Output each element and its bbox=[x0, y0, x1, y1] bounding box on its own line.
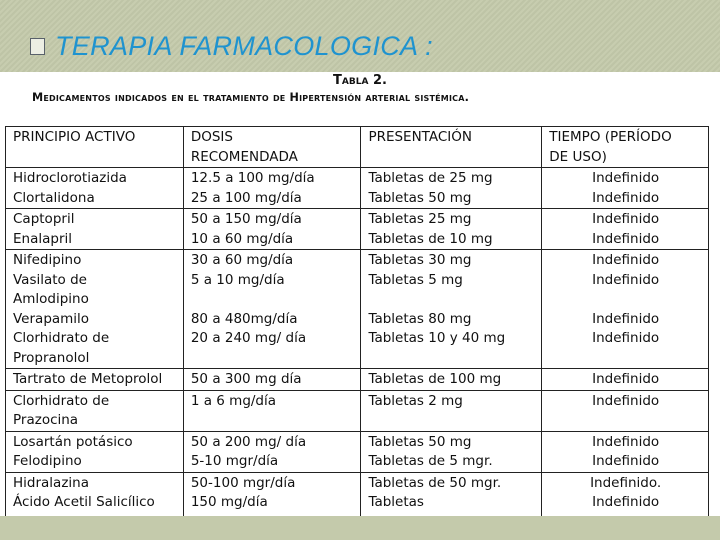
presentacion-line: Tabletas 80 mg bbox=[368, 310, 472, 327]
tiempo-line: Indefinido bbox=[592, 494, 660, 510]
presentacion-line: Tabletas de 25 mg bbox=[368, 170, 493, 186]
cell-tiempo bbox=[542, 431, 709, 472]
principio-line: Clorhidrato de bbox=[13, 330, 110, 346]
tiempo-line: Indefinido bbox=[592, 453, 660, 469]
cell-tiempo bbox=[542, 209, 709, 250]
table-label: Tabla 2. bbox=[333, 73, 387, 88]
principio-line: Verapamilo bbox=[13, 310, 90, 327]
dosis-line bbox=[191, 411, 355, 431]
header-principio-activo: PRINCIPIO ACTIVO bbox=[6, 127, 184, 168]
table-row bbox=[6, 390, 709, 431]
cell-dosis bbox=[183, 168, 361, 209]
principio-line: Amlodipino bbox=[13, 291, 89, 307]
presentacion-line: Tabletas 2 mg bbox=[368, 392, 463, 409]
tiempo-line: Indefinido bbox=[592, 271, 660, 288]
cell-presentacion bbox=[361, 168, 542, 209]
principio-line: Losartán potásico bbox=[13, 433, 133, 450]
cell-dosis bbox=[183, 390, 361, 431]
cell-principio bbox=[6, 431, 184, 472]
header-dosis-recomendada: DOSIS RECOMENDADA bbox=[183, 127, 361, 168]
cell-dosis bbox=[183, 209, 361, 250]
dosis-line: 20 a 240 mg/ día bbox=[190, 330, 307, 346]
dosis-line: 30 a 60 mg/día bbox=[190, 252, 294, 268]
dosis-line: 50 a 300 mg día bbox=[190, 371, 302, 387]
tiempo-line bbox=[549, 290, 702, 310]
tiempo-line: Indefinido bbox=[592, 230, 660, 247]
presentacion-line: Tabletas de 100 mg bbox=[368, 371, 502, 387]
principio-line: Vasilato de bbox=[13, 271, 87, 288]
presentacion-line bbox=[368, 290, 535, 310]
dosis-line: 150 mg/día bbox=[190, 494, 268, 510]
dosis-line: 5-10 mgr/día bbox=[190, 453, 279, 469]
cell-presentacion bbox=[361, 369, 542, 391]
presentacion-line: Tabletas bbox=[368, 494, 424, 510]
cell-principio bbox=[6, 369, 184, 391]
cell-presentacion bbox=[361, 431, 542, 472]
cell-tiempo bbox=[542, 168, 709, 209]
table-row bbox=[6, 369, 709, 391]
tiempo-line: Indefinido bbox=[592, 211, 660, 227]
cell-presentacion bbox=[361, 250, 542, 369]
cell-dosis bbox=[183, 431, 361, 472]
dosis-line bbox=[191, 290, 355, 310]
cell-presentacion bbox=[361, 390, 542, 431]
dosis-line: 50-100 mgr/día bbox=[190, 474, 296, 491]
principio-line: Tartrato de Metoprolol bbox=[13, 371, 163, 387]
dosis-line: 10 a 60 mg/día bbox=[190, 230, 294, 247]
principio-line: Hidralazina bbox=[13, 474, 89, 491]
tiempo-line: Indefinido. bbox=[590, 474, 662, 491]
principio-line: Felodipino bbox=[13, 453, 82, 469]
missing-glyph-bullet-icon bbox=[30, 38, 45, 55]
cell-principio bbox=[6, 250, 184, 369]
dosis-line: 1 a 6 mg/día bbox=[190, 392, 277, 409]
presentacion-line bbox=[368, 349, 535, 369]
tiempo-line: Indefinido bbox=[592, 170, 660, 186]
medication-table bbox=[5, 126, 709, 533]
tiempo-line: Indefinido bbox=[592, 330, 660, 346]
dosis-line: 12.5 a 100 mg/día bbox=[190, 170, 315, 186]
presentacion-line: Tabletas 10 y 40 mg bbox=[368, 330, 506, 346]
table-caption: Medicamentos indicados en el tratamiento de Hipertensión arterial sistémica. bbox=[32, 91, 470, 104]
principio-line: Propranolol bbox=[13, 349, 90, 366]
cell-tiempo bbox=[542, 390, 709, 431]
table-header-row bbox=[6, 127, 709, 168]
dosis-line: 80 a 480mg/día bbox=[190, 310, 298, 327]
dosis-line bbox=[191, 349, 355, 369]
header-presentacion: PRESENTACIÓN bbox=[361, 127, 542, 168]
principio-line: Ácido Acetil Salicílico bbox=[13, 494, 155, 510]
dosis-line: 50 a 150 mg/día bbox=[190, 211, 302, 227]
cell-principio bbox=[6, 168, 184, 209]
cell-dosis bbox=[183, 369, 361, 391]
table-row bbox=[6, 431, 709, 472]
cell-tiempo bbox=[542, 250, 709, 369]
presentacion-line: Tabletas de 5 mgr. bbox=[368, 453, 493, 469]
tiempo-line: Indefinido bbox=[592, 371, 660, 387]
tiempo-line: Indefinido bbox=[592, 392, 660, 409]
presentacion-line bbox=[368, 411, 535, 431]
cell-tiempo bbox=[542, 369, 709, 391]
cell-dosis bbox=[183, 250, 361, 369]
presentacion-line: Tabletas 30 mg bbox=[368, 252, 472, 268]
principio-line: Nifedipino bbox=[13, 252, 82, 268]
cell-presentacion bbox=[361, 209, 542, 250]
cell-principio bbox=[6, 209, 184, 250]
document-image bbox=[0, 72, 720, 516]
slide-title: TERAPIA FARMACOLOGICA : bbox=[55, 30, 433, 61]
cell-principio bbox=[6, 390, 184, 431]
table-frame bbox=[0, 126, 714, 516]
title-row bbox=[30, 26, 433, 66]
tiempo-line: Indefinido bbox=[592, 433, 660, 450]
tiempo-line: Indefinido bbox=[592, 310, 660, 327]
table-row bbox=[6, 250, 709, 369]
principio-line: Clorhidrato de bbox=[13, 392, 110, 409]
tiempo-line bbox=[549, 349, 702, 369]
table-row bbox=[6, 168, 709, 209]
principio-line: Captopril bbox=[13, 211, 75, 227]
tiempo-line: Indefinido bbox=[592, 189, 660, 206]
principio-line: Clortalidona bbox=[13, 189, 95, 206]
principio-line: Prazocina bbox=[13, 412, 79, 428]
presentacion-line: Tabletas 50 mg bbox=[368, 433, 472, 450]
presentacion-line: Tabletas 25 mg bbox=[368, 211, 472, 227]
table-row bbox=[6, 209, 709, 250]
bottom-band bbox=[0, 516, 720, 540]
dosis-line: 25 a 100 mg/día bbox=[190, 189, 302, 206]
dosis-line: 50 a 200 mg/ día bbox=[190, 433, 307, 450]
dosis-line: 5 a 10 mg/día bbox=[190, 271, 285, 288]
presentacion-line: Tabletas de 50 mgr. bbox=[368, 474, 502, 491]
principio-line: Enalapril bbox=[13, 230, 73, 247]
presentacion-line: Tabletas 5 mg bbox=[368, 271, 463, 288]
presentacion-line: Tabletas 50 mg bbox=[368, 189, 472, 206]
presentacion-line: Tabletas de 10 mg bbox=[368, 230, 493, 247]
tiempo-line bbox=[549, 411, 702, 431]
header-tiempo-uso: TIEMPO (PERÍODO DE USO) bbox=[542, 127, 709, 168]
tiempo-line: Indefinido bbox=[592, 252, 660, 268]
principio-line: Hidroclorotiazida bbox=[13, 170, 127, 186]
